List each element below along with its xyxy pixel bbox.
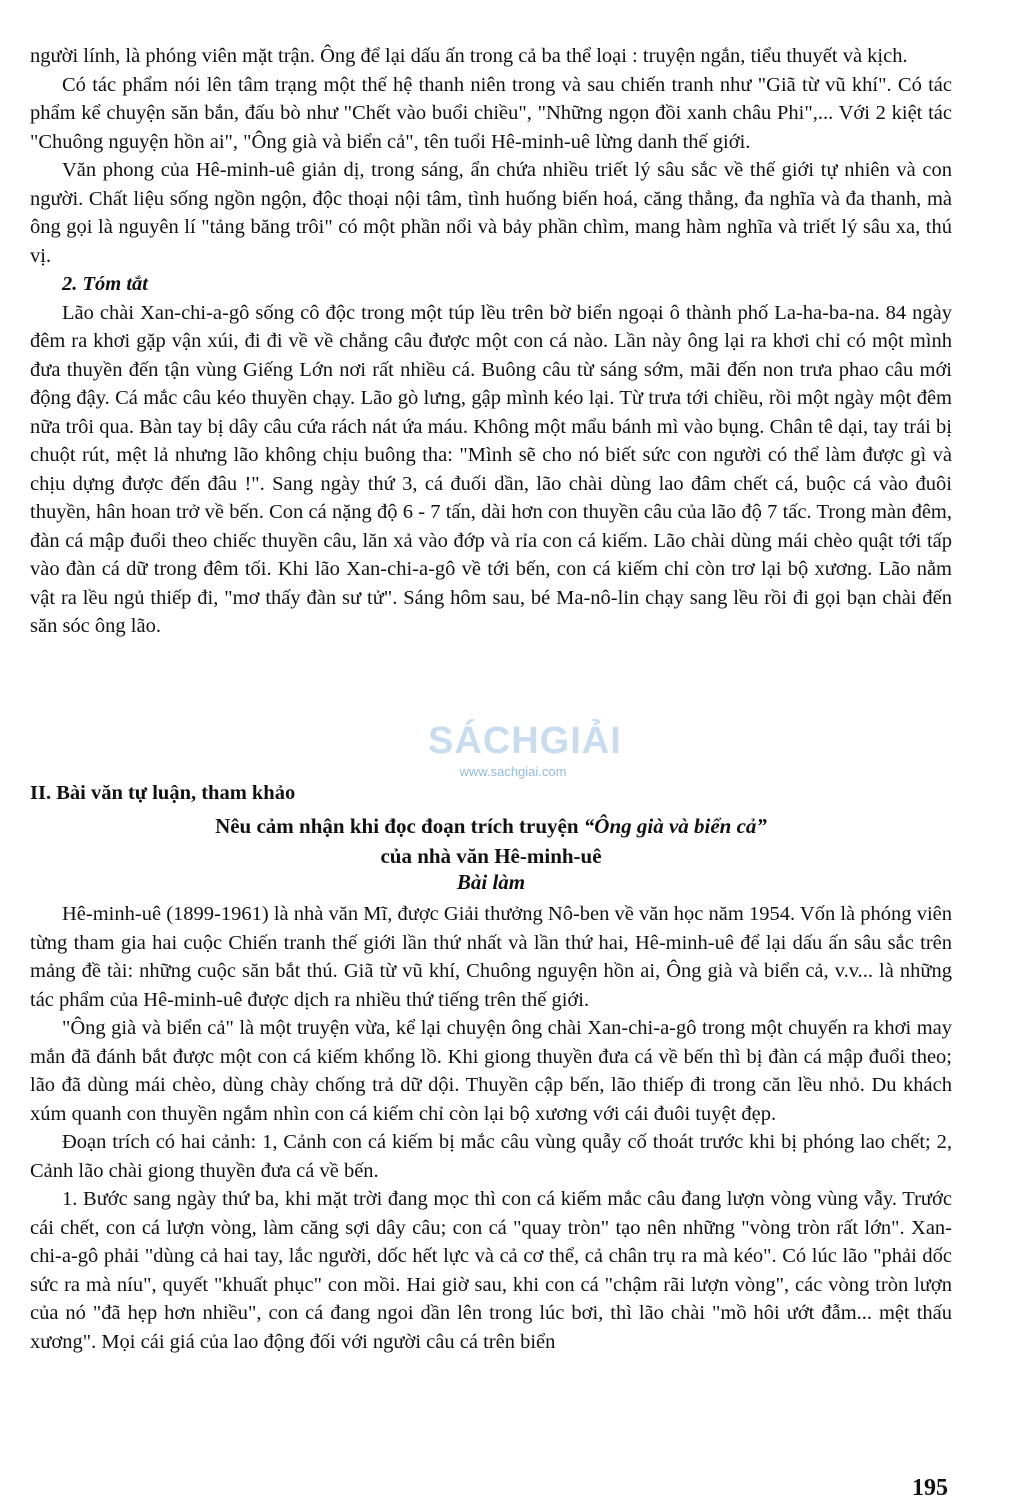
essay-paragraph-3: Đoạn trích có hai cảnh: 1, Cảnh con cá kiếm bị mắc câu vùng quẫy cố thoát trước khi bị phóng lao chết; 2, Cảnh lão chài giong thuyền đưa cá về bến. — [30, 1131, 952, 1182]
intro-block — [30, 42, 952, 641]
essay-paragraph-4: 1. Bước sang ngày thứ ba, khi mặt trời đang mọc thì con cá kiếm mắc câu đang lượn vòng vùng vẫy. Trước cái chết, con cá lượn vòng, làm căng sợi dây câu; con cá "quay tròn" tạo nên những "vòng tròn rất lớn". Xan-chi-a-gô phải "dùng cả hai tay, lắc người, dốc hết lực và cả cơ thể, cả chân trụ ra mà kéo". Có lúc lão "phải dốc sức ra mà níu", quyết "khuất phục" con mồi. Hai giờ sau, khi con cá "chậm rãi lượn vòng", các vòng tròn lượn của nó "đã hẹp hơn nhiều", con cá đang ngoi dần lên trong lúc bơi, thì lão chài "mồ hôi ướt đẫm... mệt thấu xương". Mọi cái giá của lao động đối với người câu cá trên biển — [30, 1188, 952, 1353]
section-2-title: II. Bài văn tự luận, tham khảo — [30, 782, 296, 804]
essay-title-text: Nêu cảm nhận khi đọc đoạn trích truyện — [215, 814, 584, 838]
essay-label: Bài làm — [456, 870, 526, 894]
watermark — [428, 718, 622, 798]
page-number: 195 — [912, 1475, 948, 1501]
watermark-url: www.sachgiai.com — [459, 764, 567, 779]
watermark-logo: SÁCHGIẢI — [428, 720, 622, 762]
intro-paragraph-1: người lính, là phóng viên mặt trận. Ông để lại dấu ấn trong cả ba thể loại : truyện ngắn, tiểu thuyết và kịch. — [30, 45, 908, 67]
essay-title — [30, 812, 952, 840]
summary-paragraph: Lão chài Xan-chi-a-gô sống cô độc trong một túp lều trên bờ biển ngoại ô thành phố La-ha-ba-na. 84 ngày đêm ra khơi gặp vận xúi, đi đi về về chẳng câu được một con cá nào. Lần này ông lại ra khơi chỉ có một mình đưa thuyền đến tận vùng Giếng Lớn nơi rất nhiều cá. Buông câu từ sáng sớm, mãi đến non trưa phao câu mới động đậy. Cá mắc câu kéo thuyền chạy. Lão gò lưng, gập mình kéo lại. Từ trưa tới chiều, rồi một ngày một đêm nữa trôi qua. Bàn tay bị dây câu cứa rách nát ứa máu. Không một mẩu bánh mì vào bụng. Chân tê dại, tay trái bị chuột rút, mệt lả nhưng lão không chịu buông tha: "Mình sẽ cho nó biết sức con người có thể làm được gì và chịu dựng được đến đâu !". Sang ngày thứ 3, cá đuối dần, lão chài dùng lao đâm chết cá, buộc cá vào đuôi thuyền, hân hoan trở về bến. Con cá nặng độ 6 - 7 tấn, dài hơn con thuyền câu của lão độ 7 tấc. Trong màn đêm, đàn cá mập đuổi theo chiếc thuyền câu, lăn xả vào đớp và rỉa con cá kiếm. Lão chài dùng mái chèo quật tới tấp vào đàn cá dữ trong đêm tối. Khi lão Xan-chi-a-gô về tới bến, con cá kiếm chỉ còn trơ lại bộ xương. Lão nằm vật ra lều ngủ thiếp đi, "mơ thấy đàn sư tử". Sáng hôm sau, bé Ma-nô-lin chạy sang lều rồi đi gọi bạn chài đến săn sóc ông lão. — [30, 301, 952, 637]
essay-paragraph-2: "Ông già và biển cả" là một truyện vừa, kể lại chuyện ông chài Xan-chi-a-gô trong một chuyến ra khơi may mắn đã đánh bắt được một con cá kiếm khổng lồ. Khi giong thuyền đưa cá về bến thì bị đàn cá mập đuổi theo; lão đã dùng mái chèo, dùng chày chống trả dữ dội. Thuyền cập bến, lão thiếp đi trong căn lều nhỏ. Du khách xúm quanh con thuyền ngắm nhìn con cá kiếm chỉ còn lại bộ xương với cái đuôi tuyệt đẹp. — [30, 1017, 952, 1125]
essay-block — [30, 900, 952, 1356]
essay-title-line-2: của nhà văn Hê-minh-uê — [380, 844, 602, 868]
essay-paragraph-1: Hê-minh-uê (1899-1961) là nhà văn Mĩ, được Giải thưởng Nô-ben về văn học năm 1954. Vốn là phóng viên từng tham gia hai cuộc Chiến tranh thế giới lần thứ nhất và lần thứ hai, Hê-minh-uê để lại dấu ấn sâu sắc trên mảng đề tài: những cuộc săn bắt thú. Giã từ vũ khí, Chuông nguyện hồn ai, Ông già và biển cả, v.v... là những tác phẩm của Hê-minh-uê được dịch ra nhiều thứ tiếng trên thế giới. — [30, 903, 952, 1011]
essay-title-work: “Ông già và biển cả” — [583, 814, 767, 838]
intro-paragraph-2: Có tác phẩm nói lên tâm trạng một thế hệ thanh niên trong và sau chiến tranh như "Giã từ vũ khí". Có tác phẩm kể chuyện săn bắn, đấu bò như "Chết vào buổi chiều", "Những ngọn đồi xanh châu Phi",... Với 2 kiệt tác "Chuông nguyện hồn ai", "Ông già và biển cả", tên tuổi Hê-minh-uê lừng danh thế giới. — [30, 73, 952, 153]
intro-paragraph-3: Văn phong của Hê-minh-uê giản dị, trong sáng, ẩn chứa nhiều triết lý sâu sắc về thế giới tự nhiên và con người. Chất liệu sống ngồn ngộn, độc thoại nội tâm, tình huống biến hoá, căng thẳng, đa nghĩa và đa thanh, mà ông gọi là nguyên lí "tảng băng trôi" có một phần nổi và bảy phần chìm, mang hàm nghĩa và triết lý sâu xa, thú vị. — [30, 159, 952, 267]
summary-heading: 2. Tóm tắt — [62, 273, 148, 295]
